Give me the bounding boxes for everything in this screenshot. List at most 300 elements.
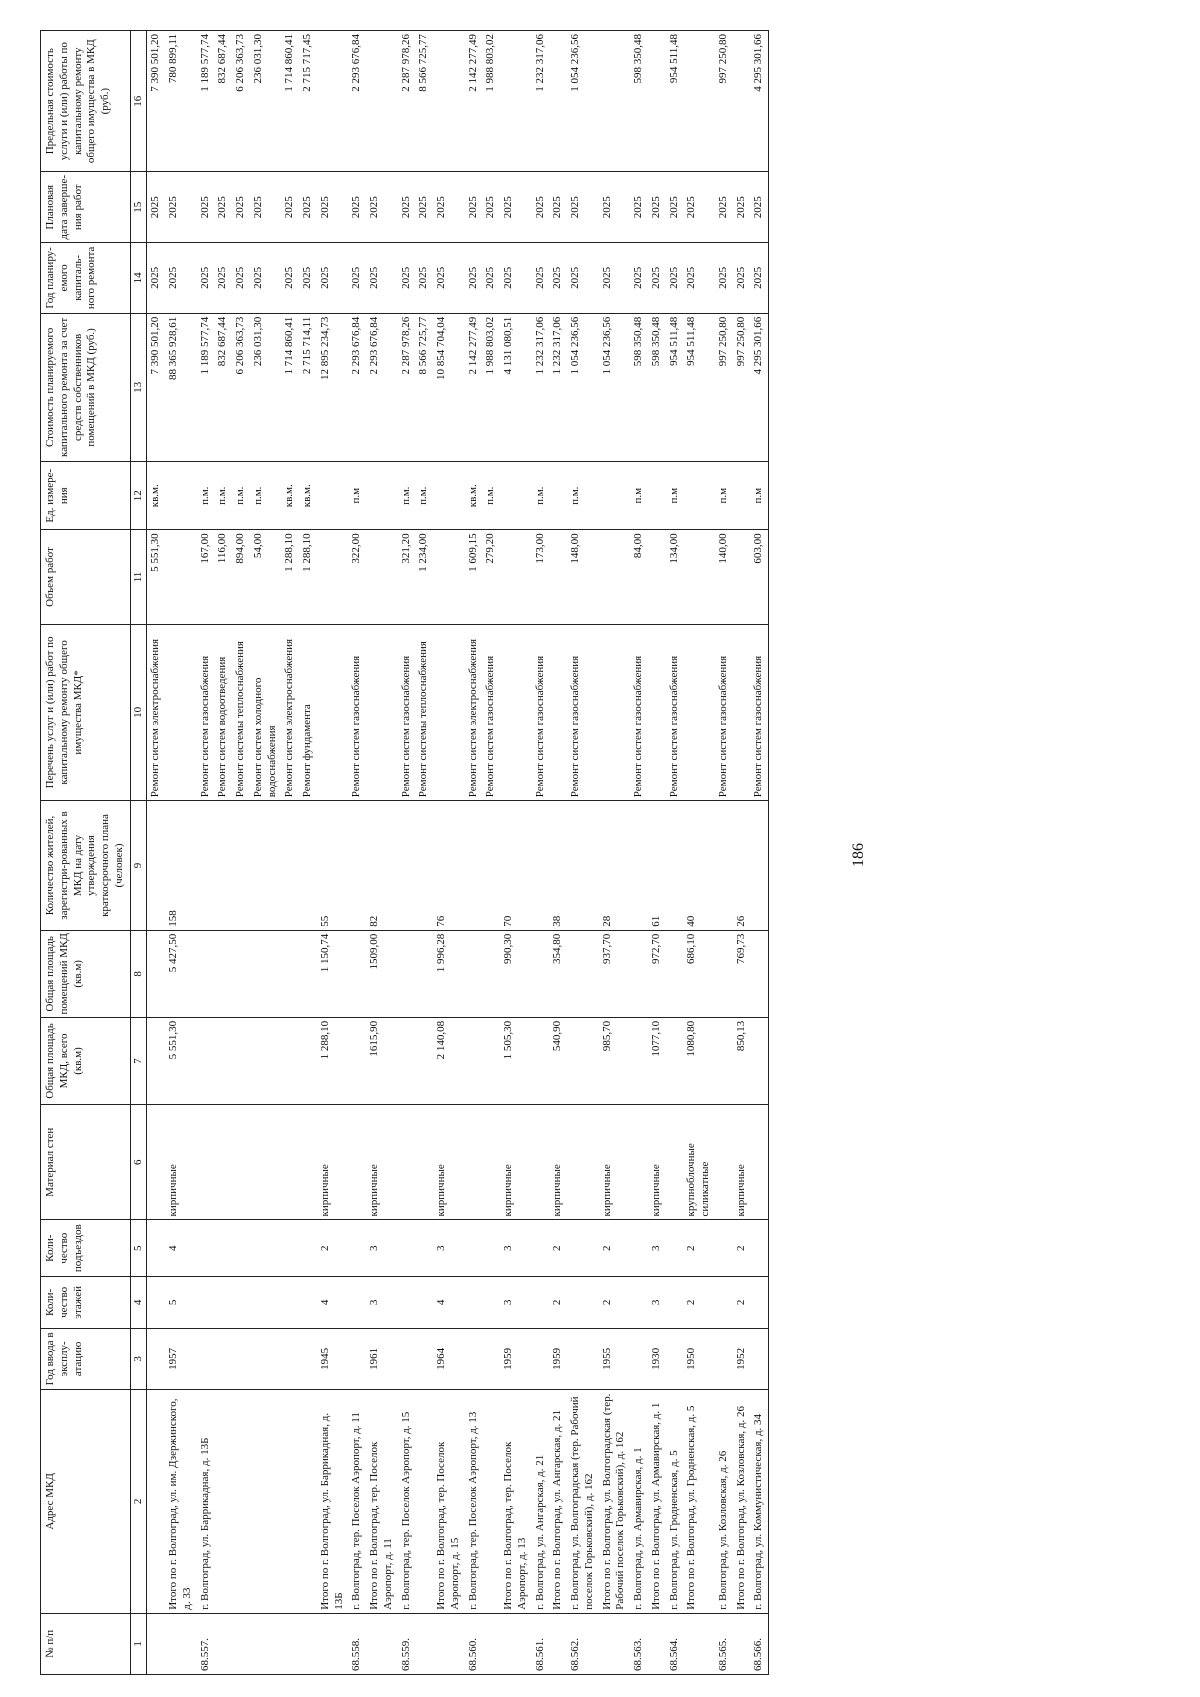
cell-residents [299, 801, 317, 931]
cell-address: г. Волгоград, ул. Козловская, д. 26 [715, 1390, 733, 1614]
cell-entrances [750, 1220, 768, 1277]
cell-entrances [415, 1220, 433, 1277]
column-number-13: 13 [130, 313, 147, 461]
cell-address: Итого по г. Волгоград, ул. Козловская, д. 26 [733, 1390, 751, 1614]
cell-cost: 832 687,44 [214, 313, 232, 461]
cell-entrances [715, 1220, 733, 1277]
cell-max-cost: 2 142 277,49 [465, 31, 483, 172]
cell-cost: 1 232 317,06 [532, 313, 550, 461]
cell-num [232, 1613, 250, 1674]
cell-year: 1959 [549, 1328, 567, 1389]
cell-total-area [415, 1017, 433, 1104]
cell-residents: 55 [317, 801, 349, 931]
cell-address: г. Волгоград, ул. Баррикадная, д. 13Б [197, 1390, 215, 1614]
cell-volume: 134,00 [666, 530, 684, 624]
cell-work [165, 624, 197, 801]
cell-year: 1945 [317, 1328, 349, 1389]
column-header-12: Ед. измере-ния [41, 462, 131, 530]
cell-floors: 5 [165, 1276, 197, 1328]
cell-unit: п.м. [214, 462, 232, 530]
cell-residents: 40 [683, 801, 715, 931]
cell-num: 68.563. [630, 1613, 648, 1674]
cell-max-cost: 2 715 717,45 [299, 31, 317, 172]
cell-unit [317, 462, 349, 530]
cell-num [648, 1613, 666, 1674]
table-row [165, 31, 197, 1675]
cell-cost: 2 293 676,84 [366, 313, 398, 461]
cell-end-year: 2025 [500, 172, 532, 243]
cell-num [683, 1613, 715, 1674]
cell-address: г. Волгоград, ул. Гродненская, д. 5 [666, 1390, 684, 1614]
cell-cost: 2 287 978,26 [398, 313, 416, 461]
cell-num [281, 1613, 299, 1674]
cell-total-area [465, 1017, 483, 1104]
cell-total-area [750, 1017, 768, 1104]
cell-total-area: 1080,80 [683, 1017, 715, 1104]
cell-work: Ремонт фундамента [299, 624, 317, 801]
cell-end-year: 2025 [317, 172, 349, 243]
cell-end-year: 2025 [750, 172, 768, 243]
cell-total-area [630, 1017, 648, 1104]
cell-residents: 70 [500, 801, 532, 931]
cell-total-area: 850,13 [733, 1017, 751, 1104]
table-body [147, 31, 769, 1675]
cell-total-area [532, 1017, 550, 1104]
column-header-1: № п/п [41, 1613, 131, 1674]
cell-end-year: 2025 [299, 172, 317, 243]
cell-premises-area [666, 930, 684, 1017]
cell-volume [648, 530, 666, 624]
cell-unit: п.м [715, 462, 733, 530]
cell-floors [465, 1276, 483, 1328]
cell-cost: 4 131 080,51 [500, 313, 532, 461]
cell-address: Итого по г. Волгоград, ул. им. Дзержинского, д. 33 [165, 1390, 197, 1614]
cell-year [532, 1328, 550, 1389]
cell-unit: кв.м. [281, 462, 299, 530]
cell-unit: кв.м. [465, 462, 483, 530]
cell-floors: 2 [683, 1276, 715, 1328]
column-header-16: Предельная стоимость услуги и (или) работы по капитальному ремонту общего имущества в МКД (руб.) [41, 31, 131, 172]
cell-work [366, 624, 398, 801]
cell-cap-year: 2025 [683, 243, 715, 314]
cell-premises-area [630, 930, 648, 1017]
cell-entrances [630, 1220, 648, 1277]
column-header-7: Общая площадь МКД, всего (кв.м) [41, 1017, 131, 1104]
cell-year [482, 1328, 500, 1389]
cell-year [232, 1328, 250, 1389]
cell-entrances: 3 [648, 1220, 666, 1277]
cell-entrances: 2 [599, 1220, 631, 1277]
table-row [733, 31, 751, 1675]
cell-volume [366, 530, 398, 624]
cell-cost: 598 350,48 [630, 313, 648, 461]
table-row [348, 31, 366, 1675]
cell-unit: п.м [750, 462, 768, 530]
cell-num: 68.562. [567, 1613, 599, 1674]
table-row [532, 31, 550, 1675]
cell-end-year: 2025 [482, 172, 500, 243]
cell-max-cost: 2 287 978,26 [398, 31, 416, 172]
cell-cap-year: 2025 [750, 243, 768, 314]
cell-address: Итого по г. Волгоград, тер. Поселок Аэропорт, д. 11 [366, 1390, 398, 1614]
cell-entrances [250, 1220, 282, 1277]
cell-floors [250, 1276, 282, 1328]
table-row [683, 31, 715, 1675]
column-header-3: Год ввода в эксплу-атацию [41, 1328, 131, 1389]
cell-end-year: 2025 [567, 172, 599, 243]
cell-end-year: 2025 [147, 172, 165, 243]
cell-volume: 116,00 [214, 530, 232, 624]
cell-cost: 954 511,48 [683, 313, 715, 461]
table-row [197, 31, 215, 1675]
cell-wall-material: кирпичные [648, 1105, 666, 1220]
cell-work: Ремонт систем газоснабжения [715, 624, 733, 801]
cell-cost: 8 566 725,77 [415, 313, 433, 461]
cell-floors [715, 1276, 733, 1328]
cell-floors [348, 1276, 366, 1328]
column-number-12: 12 [130, 462, 147, 530]
table-row [482, 31, 500, 1675]
cell-year: 1952 [733, 1328, 751, 1389]
cell-volume: 1 288,10 [281, 530, 299, 624]
cell-cap-year: 2025 [715, 243, 733, 314]
cell-work: Ремонт систем газоснабжения [482, 624, 500, 801]
cell-entrances [532, 1220, 550, 1277]
cell-cost: 88 365 928,61 [165, 313, 197, 461]
cell-year [348, 1328, 366, 1389]
cell-volume: 322,00 [348, 530, 366, 624]
cell-cap-year: 2025 [398, 243, 416, 314]
cell-total-area [214, 1017, 232, 1104]
cell-volume: 5 551,30 [147, 530, 165, 624]
cell-max-cost: 7 390 501,20 [147, 31, 165, 172]
cell-premises-area [715, 930, 733, 1017]
cell-total-area [250, 1017, 282, 1104]
cell-premises-area: 686,10 [683, 930, 715, 1017]
cell-floors [197, 1276, 215, 1328]
cell-volume: 173,00 [532, 530, 550, 624]
cell-num: 68.561. [532, 1613, 550, 1674]
cell-unit: п.м. [250, 462, 282, 530]
cell-year [567, 1328, 599, 1389]
table-row [317, 31, 349, 1675]
cell-num [433, 1613, 465, 1674]
cell-cost: 2 142 277,49 [465, 313, 483, 461]
column-header-5: Коли-чество подъездов [41, 1220, 131, 1277]
cell-residents [630, 801, 648, 931]
cell-address [281, 1390, 299, 1614]
cell-premises-area: 354,80 [549, 930, 567, 1017]
cell-cost: 1 054 236,56 [599, 313, 631, 461]
cell-work [733, 624, 751, 801]
cell-num: 68.565. [715, 1613, 733, 1674]
cell-entrances [232, 1220, 250, 1277]
cell-total-area: 2 140,08 [433, 1017, 465, 1104]
cell-total-area: 1 288,10 [317, 1017, 349, 1104]
cell-address: г. Волгоград, ул. Коммунистическая, д. 34 [750, 1390, 768, 1614]
cell-max-cost [433, 31, 465, 172]
cell-wall-material [715, 1105, 733, 1220]
cell-year [465, 1328, 483, 1389]
cell-wall-material [299, 1105, 317, 1220]
cell-cap-year: 2025 [630, 243, 648, 314]
cell-residents: 28 [599, 801, 631, 931]
cell-num: 68.558. [348, 1613, 366, 1674]
cell-wall-material [197, 1105, 215, 1220]
cell-max-cost: 8 566 725,77 [415, 31, 433, 172]
cell-max-cost: 1 054 236,56 [567, 31, 599, 172]
cell-floors [532, 1276, 550, 1328]
cell-end-year: 2025 [630, 172, 648, 243]
column-header-4: Коли-чество этажей [41, 1276, 131, 1328]
cell-unit: п.м [348, 462, 366, 530]
cell-work: Ремонт систем газоснабжения [666, 624, 684, 801]
cell-end-year: 2025 [599, 172, 631, 243]
cell-residents: 82 [366, 801, 398, 931]
cell-floors [482, 1276, 500, 1328]
cell-work: Ремонт систем газоснабжения [750, 624, 768, 801]
cell-num [366, 1613, 398, 1674]
cell-floors: 2 [733, 1276, 751, 1328]
cell-volume: 1 234,00 [415, 530, 433, 624]
cell-num: 68.559. [398, 1613, 416, 1674]
column-header-2: Адрес МКД [41, 1390, 131, 1614]
cell-work [599, 624, 631, 801]
cell-num [317, 1613, 349, 1674]
cell-wall-material [398, 1105, 416, 1220]
cell-max-cost: 236 031,30 [250, 31, 282, 172]
cell-residents [398, 801, 416, 931]
cell-max-cost: 780 899,11 [165, 31, 197, 172]
cell-end-year: 2025 [398, 172, 416, 243]
cell-entrances [197, 1220, 215, 1277]
column-number-10: 10 [130, 624, 147, 801]
cell-year [250, 1328, 282, 1389]
cell-wall-material: кирпичные [549, 1105, 567, 1220]
cell-wall-material [630, 1105, 648, 1220]
cell-address: Итого по г. Волгоград, ул. Гродненская, д. 5 [683, 1390, 715, 1614]
cell-volume [433, 530, 465, 624]
cell-residents [281, 801, 299, 931]
cell-work: Ремонт систем электроснабжения [147, 624, 165, 801]
cell-floors [398, 1276, 416, 1328]
cell-volume: 1 288,10 [299, 530, 317, 624]
cell-residents: 61 [648, 801, 666, 931]
cell-cap-year: 2025 [415, 243, 433, 314]
column-number-4: 4 [130, 1276, 147, 1328]
cell-volume [500, 530, 532, 624]
cell-wall-material [482, 1105, 500, 1220]
cell-premises-area: 1 996,28 [433, 930, 465, 1017]
cell-year: 1957 [165, 1328, 197, 1389]
cell-premises-area [532, 930, 550, 1017]
cell-max-cost: 6 206 363,73 [232, 31, 250, 172]
column-number-5: 5 [130, 1220, 147, 1277]
cell-entrances [398, 1220, 416, 1277]
cell-work: Ремонт систем холодного водоснабжения [250, 624, 282, 801]
cell-premises-area [415, 930, 433, 1017]
cell-wall-material: кирпичные [433, 1105, 465, 1220]
cell-year [715, 1328, 733, 1389]
cell-premises-area [232, 930, 250, 1017]
cell-address: Итого по г. Волгоград, ул. Баррикадная, д. 13Б [317, 1390, 349, 1614]
cell-total-area: 540,90 [549, 1017, 567, 1104]
column-header-9: Количество жителей, зарегистри-рованных в МКД на дату утверждения краткосрочного плана (человек) [41, 801, 131, 931]
cell-wall-material [415, 1105, 433, 1220]
cell-cap-year: 2025 [666, 243, 684, 314]
cell-unit: п.м [630, 462, 648, 530]
cell-unit: п.м. [415, 462, 433, 530]
cell-year: 1961 [366, 1328, 398, 1389]
cell-cost: 954 511,48 [666, 313, 684, 461]
cell-cap-year: 2025 [549, 243, 567, 314]
cell-entrances [465, 1220, 483, 1277]
cell-premises-area: 937,70 [599, 930, 631, 1017]
cell-cost: 4 295 301,66 [750, 313, 768, 461]
cell-wall-material [214, 1105, 232, 1220]
cell-end-year: 2025 [532, 172, 550, 243]
cell-wall-material [465, 1105, 483, 1220]
cell-wall-material [348, 1105, 366, 1220]
cell-unit [500, 462, 532, 530]
cell-work: Ремонт систем газоснабжения [348, 624, 366, 801]
cell-max-cost: 1 232 317,06 [532, 31, 550, 172]
cell-residents [348, 801, 366, 931]
cell-end-year: 2025 [465, 172, 483, 243]
cell-work [317, 624, 349, 801]
cell-entrances [567, 1220, 599, 1277]
cell-cap-year: 2025 [500, 243, 532, 314]
column-number-14: 14 [130, 243, 147, 314]
cell-year: 1930 [648, 1328, 666, 1389]
cell-work: Ремонт систем электроснабжения [281, 624, 299, 801]
cell-max-cost: 954 511,48 [666, 31, 684, 172]
cell-unit [433, 462, 465, 530]
cell-wall-material: кирпичные [500, 1105, 532, 1220]
cell-year [415, 1328, 433, 1389]
cell-total-area: 1077,10 [648, 1017, 666, 1104]
cell-year [666, 1328, 684, 1389]
cell-cost: 2 293 676,84 [348, 313, 366, 461]
cell-cap-year: 2025 [281, 243, 299, 314]
cell-max-cost [500, 31, 532, 172]
cell-cap-year: 2025 [214, 243, 232, 314]
cell-residents: 26 [733, 801, 751, 931]
cell-wall-material: кирпичные [366, 1105, 398, 1220]
cell-work [500, 624, 532, 801]
cell-cap-year: 2025 [733, 243, 751, 314]
cell-volume [599, 530, 631, 624]
cell-num [415, 1613, 433, 1674]
table-row [648, 31, 666, 1675]
cell-unit: п.м. [398, 462, 416, 530]
cell-end-year: 2025 [683, 172, 715, 243]
cell-cost: 997 250,80 [733, 313, 751, 461]
table-row [250, 31, 282, 1675]
cell-address: г. Волгоград, тер. Поселок Аэропорт, д. 11 [348, 1390, 366, 1614]
cell-residents: 38 [549, 801, 567, 931]
cell-premises-area [398, 930, 416, 1017]
cell-year: 1959 [500, 1328, 532, 1389]
cell-floors: 3 [648, 1276, 666, 1328]
cell-entrances [348, 1220, 366, 1277]
cell-floors [415, 1276, 433, 1328]
cell-volume: 54,00 [250, 530, 282, 624]
column-number-1: 1 [130, 1613, 147, 1674]
cell-cost: 1 054 236,56 [567, 313, 599, 461]
cell-year: 1950 [683, 1328, 715, 1389]
cell-cost: 10 854 704,04 [433, 313, 465, 461]
cell-premises-area [250, 930, 282, 1017]
cell-end-year: 2025 [165, 172, 197, 243]
cell-residents [715, 801, 733, 931]
cell-floors: 2 [599, 1276, 631, 1328]
cell-cap-year: 2025 [147, 243, 165, 314]
cell-year [299, 1328, 317, 1389]
cell-year [398, 1328, 416, 1389]
cell-cap-year: 2025 [232, 243, 250, 314]
cell-year [750, 1328, 768, 1389]
cell-year: 1955 [599, 1328, 631, 1389]
cell-premises-area [348, 930, 366, 1017]
cell-max-cost: 2 293 676,84 [348, 31, 366, 172]
cell-volume [549, 530, 567, 624]
cell-work: Ремонт систем электроснабжения [465, 624, 483, 801]
cell-work: Ремонт системы теплоснабжения [232, 624, 250, 801]
column-number-9: 9 [130, 801, 147, 931]
cell-year: 1964 [433, 1328, 465, 1389]
cell-volume [733, 530, 751, 624]
cell-unit: кв.м. [299, 462, 317, 530]
cell-entrances: 2 [549, 1220, 567, 1277]
column-number-7: 7 [130, 1017, 147, 1104]
cell-num [549, 1613, 567, 1674]
cell-address: г. Волгоград, ул. Армавирская, д. 1 [630, 1390, 648, 1614]
cell-address [299, 1390, 317, 1614]
cell-num [482, 1613, 500, 1674]
column-number-16: 16 [130, 31, 147, 172]
cell-cost: 997 250,80 [715, 313, 733, 461]
cell-wall-material [750, 1105, 768, 1220]
cell-num [599, 1613, 631, 1674]
cell-volume: 84,00 [630, 530, 648, 624]
cell-total-area [482, 1017, 500, 1104]
table-row [398, 31, 416, 1675]
column-number-8: 8 [130, 930, 147, 1017]
cell-year [281, 1328, 299, 1389]
table-row [366, 31, 398, 1675]
cell-total-area: 1615,90 [366, 1017, 398, 1104]
cell-year [197, 1328, 215, 1389]
cell-residents [250, 801, 282, 931]
cell-unit [549, 462, 567, 530]
cell-unit [366, 462, 398, 530]
table-row [715, 31, 733, 1675]
cell-max-cost: 1 988 803,02 [482, 31, 500, 172]
cell-cap-year: 2025 [532, 243, 550, 314]
cell-unit: кв.м. [147, 462, 165, 530]
cell-premises-area [214, 930, 232, 1017]
cell-address [250, 1390, 282, 1614]
column-header-6: Материал стен [41, 1105, 131, 1220]
cell-max-cost [366, 31, 398, 172]
cell-cost: 1 189 577,74 [197, 313, 215, 461]
cell-volume [165, 530, 197, 624]
cell-address [214, 1390, 232, 1614]
cell-wall-material: кирпичные [733, 1105, 751, 1220]
cell-premises-area [299, 930, 317, 1017]
column-header-13: Стоимость планируемого капитального ремонта за счет средств собственников помещений в МКД (руб.) [41, 313, 131, 461]
